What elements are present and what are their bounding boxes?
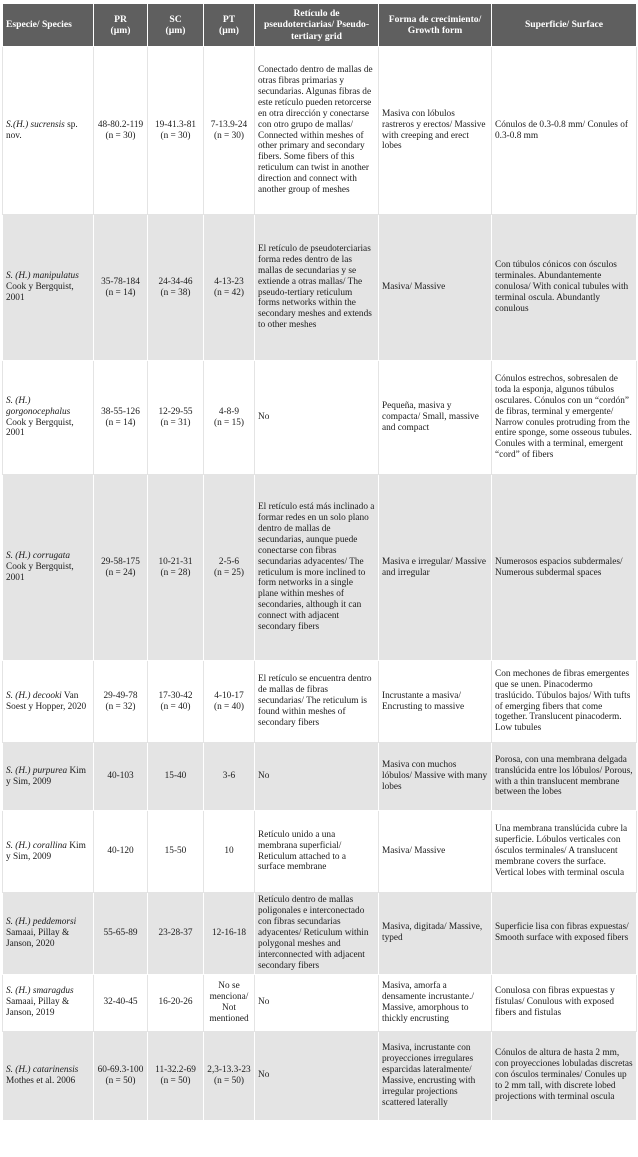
pt-cell: 4-8-9 (n = 15) <box>204 361 255 475</box>
header-superficie: Superficie/ Surface <box>492 4 637 47</box>
sc-cell: 12-29-55 (n = 31) <box>148 361 204 475</box>
reticulo-cell: Retículo dentro de mallas poligonales e interconectado con fibras secundarias adyacentes/ Reticulum within polygonal meshes and interconnected with adjacent secondary fibers <box>255 893 379 975</box>
pt-cell: 4-13-23 (n = 42) <box>204 215 255 361</box>
species-cell <box>3 361 94 475</box>
species-name: S. (H.) corallina <box>6 840 67 851</box>
table-row <box>3 661 637 743</box>
pr-cell: 35-78-184 (n = 14) <box>94 215 148 361</box>
species-cell <box>3 47 94 215</box>
pt-cell: 12-16-18 <box>204 893 255 975</box>
pr-cell: 48-80.2-119 (n = 30) <box>94 47 148 215</box>
superficie-cell: Una membrana translúcida cubre la superficie. Lóbulos verticales con ósculos terminales/ A translucent membrane covers the surface. Vertical lobes with terminal oscula <box>492 811 637 893</box>
pr-cell: 29-58-175 (n = 24) <box>94 475 148 661</box>
table-row <box>3 1031 637 1120</box>
header-species: Especie/ Species <box>3 4 94 47</box>
reticulo-cell: No <box>255 1031 379 1120</box>
species-name: S. (H.) peddemorsi <box>6 916 77 927</box>
pt-cell: No se menciona/ Not mentioned <box>204 974 255 1031</box>
species-name: S. (H.) catarinensis <box>6 1064 79 1075</box>
sc-cell: 24-34-46 (n = 38) <box>148 215 204 361</box>
species-cell <box>3 893 94 975</box>
species-name: S. (H.) corrugata <box>6 551 71 562</box>
pr-cell: 32-40-45 <box>94 974 148 1031</box>
header-sc: SC (µm) <box>148 4 204 47</box>
table-row <box>3 743 637 811</box>
species-authority: sp. nov. <box>6 119 78 141</box>
pr-cell: 38-55-126 (n = 14) <box>94 361 148 475</box>
pr-cell: 55-65-89 <box>94 893 148 975</box>
forma-cell: Masiva con muchos lóbulos/ Massive with many lobes <box>379 743 492 811</box>
species-comparison-table <box>2 3 637 1121</box>
forma-cell: Masiva/ Massive <box>379 811 492 893</box>
header-pt: PT (µm) <box>204 4 255 47</box>
species-authority: Cook y Bergquist, 2001 <box>6 562 74 583</box>
reticulo-cell: No <box>255 974 379 1031</box>
sc-cell: 19-41.3-81 (n = 30) <box>148 47 204 215</box>
species-name: S. (H.) gorgonocephalus <box>6 395 71 417</box>
superficie-cell: Con túbulos cónicos con ósculos terminales. Abundantemente conulosa/ With conical tubules with terminal oscula. Abundantly conulous <box>492 215 637 361</box>
reticulo-cell: El retículo está más inclinado a formar redes en un solo plano dentro de mallas de secundarias, aunque puede conectarse con fibras secundarias adyacentes/ The reticulum is more inclined to form networks in a single plane within meshes of secondaries, although it can connect with adjacent secondary fibers <box>255 475 379 661</box>
species-authority: Kim y Sim, 2009 <box>6 840 86 862</box>
forma-cell: Incrustante a masiva/ Encrusting to massive <box>379 661 492 743</box>
sc-cell: 11-32.2-69 (n = 50) <box>148 1031 204 1120</box>
superficie-cell: Superficie lisa con fibras expuestas/ Smooth surface with exposed fibers <box>492 893 637 975</box>
species-cell <box>3 811 94 893</box>
species-name: S.(H.) sucrensis <box>6 119 65 130</box>
header-row <box>3 4 637 47</box>
superficie-cell: Numerosos espacios subdermales/ Numerous subdermal spaces <box>492 475 637 661</box>
pr-cell: 29-49-78 (n = 32) <box>94 661 148 743</box>
species-name: S. (H.) decooki <box>6 690 62 701</box>
species-authority: Cook y Bergquist, 2001 <box>6 282 74 303</box>
pt-cell: 10 <box>204 811 255 893</box>
reticulo-cell: El retículo se encuentra dentro de mallas de fibras secundarias/ The reticulum is found within meshes of secondary fibers <box>255 661 379 743</box>
table-row <box>3 361 637 475</box>
sc-cell: 23-28-37 <box>148 893 204 975</box>
reticulo-cell: No <box>255 743 379 811</box>
species-authority: Mothes et al. 2006 <box>6 1075 76 1086</box>
table-row <box>3 974 637 1031</box>
superficie-cell: Cónulos de altura de hasta 2 mm, con proyecciones lobuladas discretas con ósculos terminales/ Conules up to 2 mm tall, with discrete lobed projections with terminal oscula <box>492 1031 637 1120</box>
species-authority: Cook y Bergquist, 2001 <box>6 417 74 439</box>
pt-cell: 4-10-17 (n = 40) <box>204 661 255 743</box>
species-authority: Samaai, Pillay & Janson, 2019 <box>6 997 70 1019</box>
superficie-cell: Conulosa con fibras expuestas y fístulas/ Conulous with exposed fibers and fistulas <box>492 974 637 1031</box>
species-cell <box>3 661 94 743</box>
species-cell <box>3 215 94 361</box>
forma-cell: Masiva con lóbulos rastreros y erectos/ Massive with creeping and erect lobes <box>379 47 492 215</box>
species-name: S. (H.) manipulatus <box>6 271 79 282</box>
superficie-cell: Porosa, con una membrana delgada translúcida entre los lóbulos/ Porous, with a thin translucent membrane between the lobes <box>492 743 637 811</box>
species-name: S. (H.) smaragdus <box>6 986 74 997</box>
pt-cell: 2,3-13.3-23 (n = 50) <box>204 1031 255 1120</box>
forma-cell: Masiva, incrustante con proyecciones irregulares esparcidas lateralmente/ Massive, encrusting with irregular projections scattered laterally <box>379 1031 492 1120</box>
species-cell <box>3 974 94 1031</box>
forma-cell: Masiva e irregular/ Massive and irregular <box>379 475 492 661</box>
species-name: S. (H.) purpurea <box>6 765 68 776</box>
species-cell <box>3 743 94 811</box>
sc-cell: 17-30-42 (n = 40) <box>148 661 204 743</box>
forma-cell: Pequeña, masiva y compacta/ Small, massive and compact <box>379 361 492 475</box>
pt-cell: 2-5-6 (n = 25) <box>204 475 255 661</box>
header-forma: Forma de crecimiento/ Growth form <box>379 4 492 47</box>
pr-cell: 40-103 <box>94 743 148 811</box>
superficie-cell: Cónulos de 0.3-0.8 mm/ Conules of 0.3-0.8 mm <box>492 47 637 215</box>
sc-cell: 16-20-26 <box>148 974 204 1031</box>
table-row <box>3 215 637 361</box>
pr-cell: 60-69.3-100 (n = 50) <box>94 1031 148 1120</box>
pr-cell: 40-120 <box>94 811 148 893</box>
forma-cell: Masiva/ Massive <box>379 215 492 361</box>
forma-cell: Masiva, amorfa a densamente incrustante./ Massive, amorphous to thickly encrusting <box>379 974 492 1031</box>
forma-cell: Masiva, digitada/ Massive, typed <box>379 893 492 975</box>
species-authority: Samaai, Pillay & Janson, 2020 <box>6 927 70 949</box>
superficie-cell: Con mechones de fibras emergentes que se unen. Pinacodermo traslúcido. Túbulos bajos/ With tufts of emerging fibers that come together. Translucent pinacoderm. Low tubules <box>492 661 637 743</box>
sc-cell: 15-40 <box>148 743 204 811</box>
reticulo-cell: Conectado dentro de mallas de otras fibras primarias y secundarias. Algunas fibras de este retículo pueden retorcerse en otra dirección y conectarse con otro grupo de mallas/ Connected within meshes of other primary and secondary fibers. Some fibers of this reticulum can twist in another direction and connect with another group of meshes <box>255 47 379 215</box>
reticulo-cell: Retículo unido a una membrana superficial/ Reticulum attached to a surface membrane <box>255 811 379 893</box>
header-reticulo: Retículo de pseudoterciarias/ Pseudo-tertiary grid <box>255 4 379 47</box>
sc-cell: 10-21-31 (n = 28) <box>148 475 204 661</box>
superficie-cell: Cónulos estrechos, sobresalen de toda la esponja, algunos túbulos osculares. Cónulos con un “cordón” de fibras, terminal y emergente/ Narrow conules protruding from the entire sponge, some osseous tubules. Conules with a terminal, emergent “cord” of fibers <box>492 361 637 475</box>
header-pr: PR (µm) <box>94 4 148 47</box>
species-authority: Kim y Sim, 2009 <box>6 765 86 787</box>
sc-cell: 15-50 <box>148 811 204 893</box>
pt-cell: 3-6 <box>204 743 255 811</box>
table-row <box>3 893 637 975</box>
species-authority: Van Soest y Hopper, 2020 <box>6 690 87 712</box>
species-cell <box>3 475 94 661</box>
table-row <box>3 811 637 893</box>
table-row <box>3 47 637 215</box>
table-row <box>3 475 637 661</box>
species-cell <box>3 1031 94 1120</box>
reticulo-cell: El retículo de pseudoterciarias forma redes dentro de las mallas de secundarias y se extiende a otras mallas/ The pseudo-tertiary reticulum forms networks within the secondary meshes and extends to other meshes <box>255 215 379 361</box>
pt-cell: 7-13.9-24 (n = 30) <box>204 47 255 215</box>
reticulo-cell: No <box>255 361 379 475</box>
